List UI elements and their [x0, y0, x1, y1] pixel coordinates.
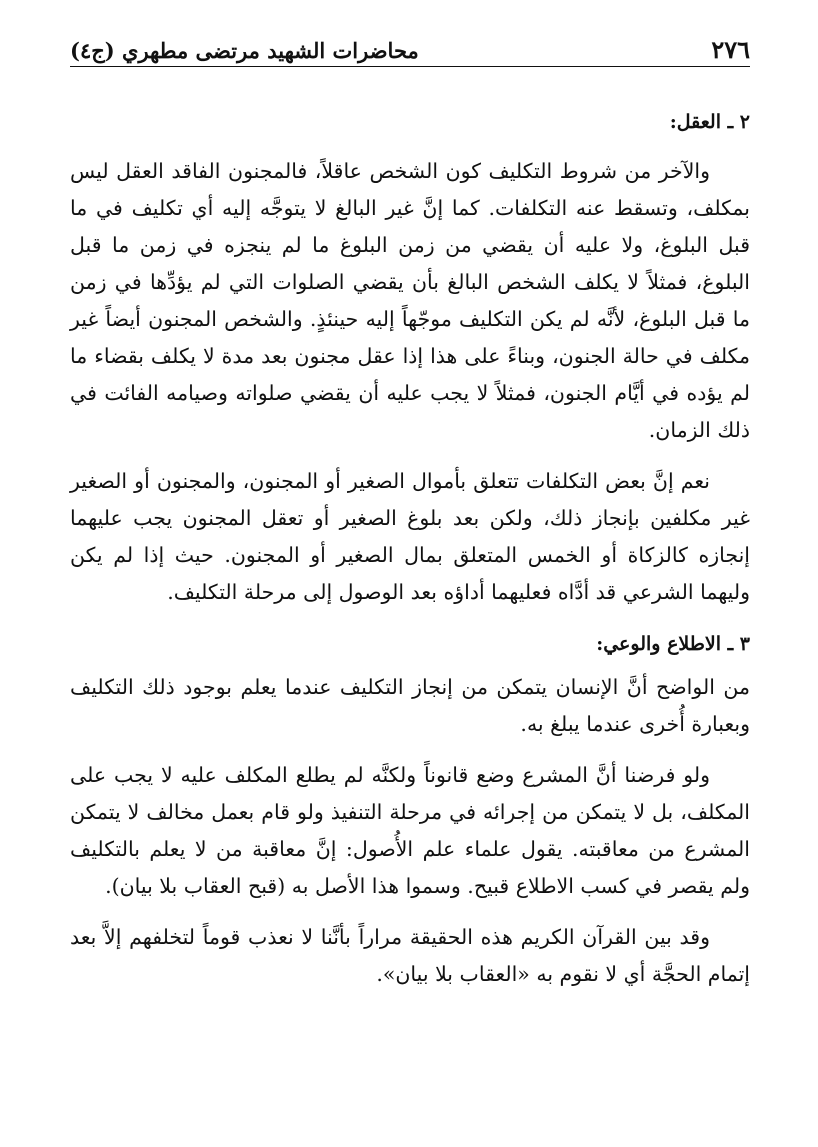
paragraph: والآخر من شروط التكليف كون الشخص عاقلاً، فالمجنون الفاقد العقل ليس بمكلف، وتسقط عنه التكلفات. كما إنَّ غير البالغ لا يتوجَّه إليه أي تكليف في ما قبل البلوغ، ولا عليه أن يقضي من زمن البلوغ ما لم ينجزه في زمن ما قبل البلوغ، فمثلاً لا يكلف الشخص البالغ بأن يقضي الصلوات التي لم يؤدِّها في زمن ما قبل البلوغ، لأنَّه لم يكن التكليف موجّهاً إليه حينئذٍ. والشخص المجنون أيضاً غير مكلف في حالة الجنون، وبناءً على هذا إذا عقل مجنون بعد مدة لا يكلف بقضاء ما لم يؤده في أيَّام الجنون، فمثلاً لا يجب عليه أن يقضي صلواته وصيامه الفائت في ذلك الزمان.: [70, 159, 750, 442]
running-title: محاضرات الشهيد مرتضى مطهري (ج٤): [70, 38, 419, 63]
section-heading-reason: ٢ ـ العقل:: [669, 111, 750, 133]
paragraph: ولو فرضنا أنَّ المشرع وضع قانوناً ولكنَّه لم يطلع المكلف عليه لا يجب على المكلف، بل لا يتمكن من إجرائه في مرحلة التنفيذ ولو قام بعمل مخالف لا يتمكن المشرع من معاقبته. يقول علماء علم الأُصول: إنَّ معاقبة من لا يعلم بالتكليف ولم يقصر في كسب الاطلاع قبيح. وسموا هذا الأصل به (قبح العقاب بلا بيان).: [70, 763, 750, 898]
page-header: [70, 22, 750, 67]
paragraph: وقد بين القرآن الكريم هذه الحقيقة مراراً بأنَّنا لا نعذب قوماً لتخلفهم إلاَّ بعد إتمام الحجَّة أي لا نقوم به «العقاب بلا بيان».: [70, 925, 750, 986]
section-heading-awareness: ٣ ـ الاطلاع والوعي:: [596, 633, 750, 655]
page-number: ٢٧٦: [711, 35, 750, 64]
paragraph: من الواضح أنَّ الإنسان يتمكن من إنجاز التكليف عندما يعلم بوجود ذلك التكليف وبعبارة أُخرى عندما يبلغ به.: [70, 675, 750, 736]
paragraph: نعم إنَّ بعض التكلفات تتعلق بأموال الصغير أو المجنون، والمجنون أو الصغير غير مكلفين بإنجاز ذلك، ولكن بعد بلوغ الصغير أو تعقل المجنون يجب عليهما إنجازه كالزكاة أو الخمس المتعلق بمال الصغير أو المجنون. حيث إذا لم يكن وليهما الشرعي قد أدَّاه فعليهما أداؤه بعد الوصول إلى مرحلة التكليف.: [70, 469, 750, 604]
